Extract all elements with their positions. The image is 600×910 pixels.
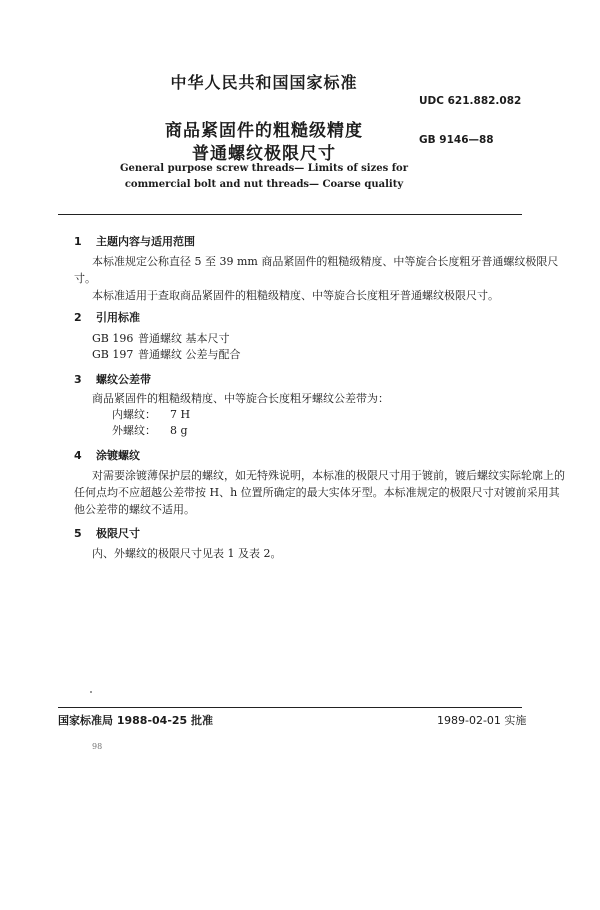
- section-1-paragraph-1-line-1: 本标准规定公称直径 5 至 39 mm 商品紧固件的粗糙级精度、中等旋合长度粗牙普通螺纹极限尺: [92, 255, 559, 268]
- reference-item: [92, 346, 241, 363]
- section-1-paragraph-1-line-2: 寸。: [74, 272, 96, 285]
- document-title-line-2: 普通螺纹极限尺寸: [192, 144, 336, 164]
- internal-thread-row: [112, 406, 190, 423]
- reference-code: GB 197: [92, 348, 134, 361]
- external-thread-tolerance: 8 g: [170, 424, 188, 437]
- section-3-intro: 商品紧固件的粗糙级精度、中等旋合长度粗牙螺纹公差带为：: [92, 392, 389, 405]
- section-number: 2: [74, 311, 82, 324]
- section-title: 引用标准: [96, 311, 140, 324]
- section-5-heading: [74, 525, 140, 541]
- section-number: 1: [74, 235, 82, 248]
- section-4-line-1: 对需要涂镀薄保护层的螺纹，如无特殊说明，本标准的极限尺寸用于镀前，镀后螺纹实际轮廓上的: [92, 469, 565, 482]
- internal-thread-tolerance: 7 H: [170, 408, 191, 421]
- section-number: 5: [74, 527, 82, 540]
- section-title: 主题内容与适用范围: [96, 235, 195, 248]
- section-number: 4: [74, 449, 82, 462]
- external-thread-row: [112, 422, 188, 439]
- section-4-line-2: 任何点均不应超越公差带按 H、h 位置所确定的最大实体牙型。本标准规定的极限尺寸对镀前采用其: [74, 486, 560, 499]
- section-2-heading: [74, 309, 140, 325]
- top-divider: [58, 214, 522, 215]
- section-5-text: 内、外螺纹的极限尺寸见表 1 及表 2。: [92, 547, 282, 560]
- external-thread-label: 外螺纹：: [112, 424, 156, 437]
- english-title-line-1: General purpose screw threads— Limits of sizes for: [120, 163, 408, 174]
- section-title: 极限尺寸: [96, 527, 140, 540]
- implementation-date: 1989-02-01 实施: [437, 714, 527, 727]
- reference-code: GB 196: [92, 332, 134, 345]
- document-title-line-1: 商品紧固件的粗糙级精度: [165, 121, 363, 141]
- section-1-heading: [74, 233, 195, 249]
- standard-category-title: 中华人民共和国国家标准: [170, 73, 358, 92]
- section-3-heading: [74, 371, 151, 387]
- english-title-line-2: commercial bolt and nut threads— Coarse quality: [124, 179, 404, 190]
- standard-code: GB 9146—88: [419, 134, 494, 146]
- section-4-line-3: 他公差带的螺纹不适用。: [74, 503, 195, 516]
- scan-mark: [90, 691, 92, 693]
- reference-item: [92, 330, 230, 347]
- page-number: 98: [92, 742, 103, 751]
- reference-name: 普通螺纹 公差与配合: [138, 348, 241, 361]
- section-title: 螺纹公差带: [96, 373, 151, 386]
- section-4-heading: [74, 447, 140, 463]
- internal-thread-label: 内螺纹：: [112, 408, 156, 421]
- section-1-paragraph-2: 本标准适用于查取商品紧固件的粗糙级精度、中等旋合长度粗牙普通螺纹极限尺寸。: [92, 289, 499, 302]
- udc-code: UDC 621.882.082: [419, 95, 522, 107]
- bottom-divider: [58, 707, 522, 708]
- section-title: 涂镀螺纹: [96, 449, 140, 462]
- reference-name: 普通螺纹 基本尺寸: [138, 332, 230, 345]
- section-number: 3: [74, 373, 82, 386]
- approval-date: 国家标准局 1988-04-25 批准: [58, 714, 214, 727]
